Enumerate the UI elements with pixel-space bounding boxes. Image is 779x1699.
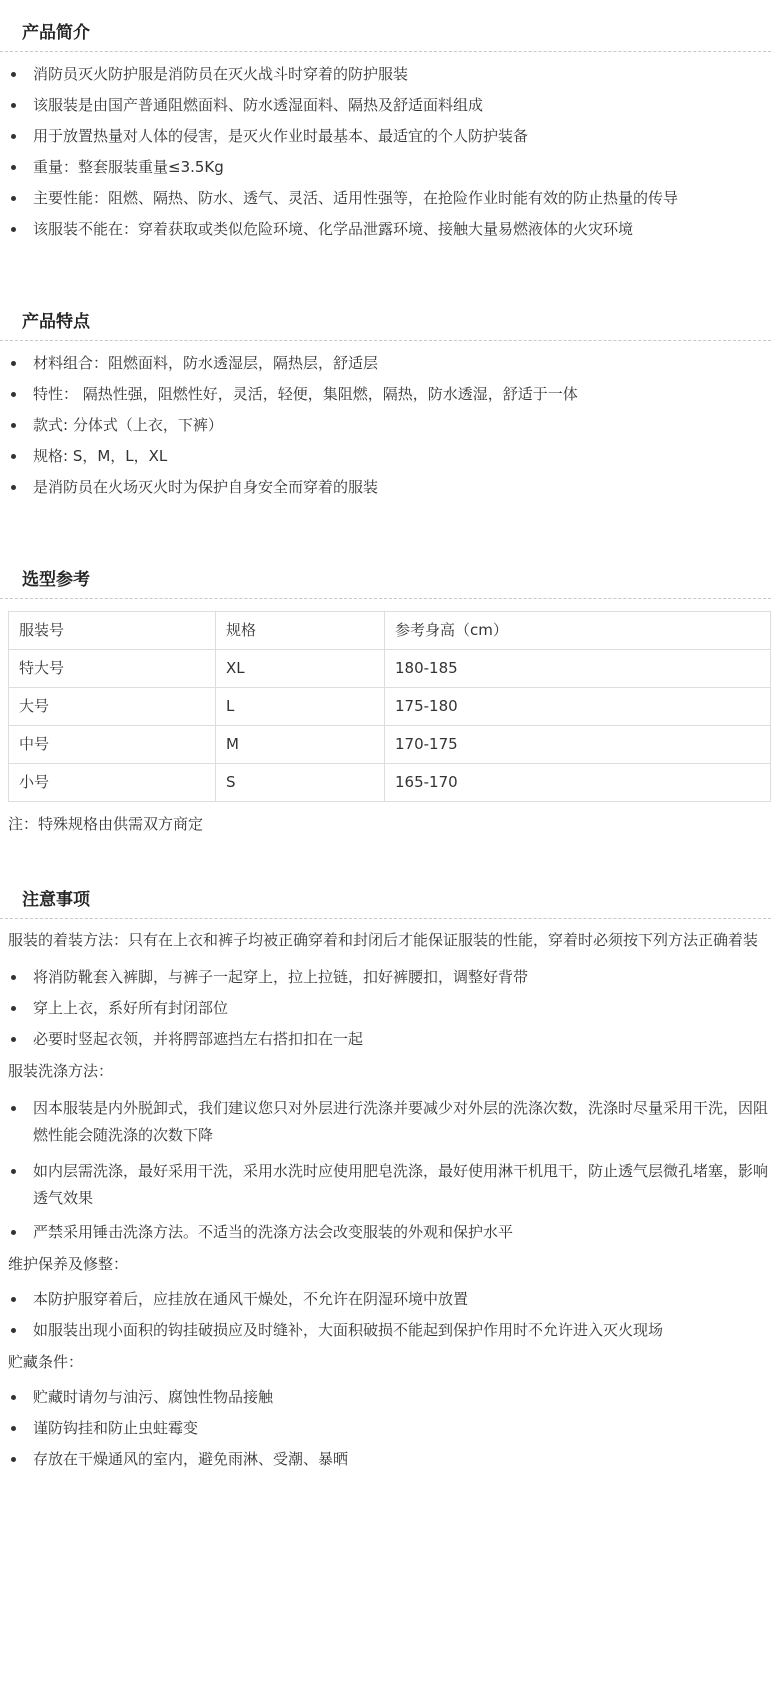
- wearing-intro: 服装的着装方法：只有在上衣和裤子均被正确穿着和封闭后才能保证服装的性能，穿着时必须按下列方法正确着装: [8, 931, 759, 949]
- table-row: [9, 764, 771, 802]
- table-header-row: [9, 612, 771, 650]
- list-item: 消防员灭火防护服是消防员在灭火战斗时穿着的防护服装: [0, 63, 779, 85]
- selection-section: [0, 498, 779, 838]
- list-item: 材料组合：阻燃面料，防水透湿层，隔热层，舒适层: [0, 352, 779, 374]
- table-cell: L: [216, 688, 385, 726]
- bullet-dot: [11, 454, 16, 459]
- list-item: 必要时竖起衣领，并将腭部遮挡左右搭扣扣在一起: [0, 1028, 779, 1050]
- list-item: 因本服装是内外脱卸式，我们建议您只对外层进行洗涤并要减少对外层的洗涤次数，洗涤时尽量采用干洗，因阻燃性能会随洗涤的次数下降: [0, 1095, 779, 1149]
- list-item: 款式: 分体式（上衣，下裤）: [0, 414, 779, 436]
- intro-list: [0, 63, 779, 240]
- size-table: [8, 611, 771, 802]
- bullet-dot: [11, 392, 16, 397]
- intro-section: [0, 0, 779, 240]
- storage-intro: 贮藏条件：: [8, 1353, 84, 1371]
- maintenance-intro: 维护保养及修整：: [8, 1255, 129, 1273]
- table-cell: M: [216, 726, 385, 764]
- bullet-dot: [11, 134, 16, 139]
- bullet-dot: [11, 1328, 16, 1333]
- notes-section: [0, 838, 779, 1470]
- bullet-dot: [11, 72, 16, 77]
- bullet-dot: [11, 227, 16, 232]
- bullet-dot: [11, 1297, 16, 1302]
- bullet-dot: [11, 1395, 16, 1400]
- list-item: 严禁采用锤击洗涤方法。不适当的洗涤方法会改变服装的外观和保护水平: [0, 1221, 779, 1243]
- selection-note: 注：特殊规格由供需双方商定: [8, 815, 204, 833]
- list-item: 本防护服穿着后，应挂放在通风干燥处，不允许在阴湿环境中放置: [0, 1288, 779, 1310]
- wearing-list: [0, 966, 779, 1050]
- bullet-dot: [11, 361, 16, 366]
- bullet-dot: [11, 1457, 16, 1462]
- intro-title: 产品简介: [0, 21, 771, 52]
- notes-title: 注意事项: [0, 888, 771, 919]
- bullet-dot: [11, 1230, 16, 1235]
- washing-list: [0, 1095, 779, 1243]
- list-item: 将消防靴套入裤脚，与裤子一起穿上，拉上拉链，扣好裤腰扣，调整好背带: [0, 966, 779, 988]
- list-item: 该服装不能在：穿着获取或类似危险环境、化学品泄露环境、接触大量易燃液体的火灾环境: [0, 218, 779, 240]
- storage-list: [0, 1386, 779, 1470]
- list-item: 如内层需洗涤，最好采用干洗，采用水洗时应使用肥皂洗涤，最好使用淋干机甩干，防止透气层微孔堵塞，影响透气效果: [0, 1158, 779, 1212]
- bullet-dot: [11, 1106, 16, 1111]
- bullet-dot: [11, 975, 16, 980]
- table-cell: 小号: [9, 764, 216, 802]
- features-title: 产品特点: [0, 310, 771, 341]
- table-cell: 大号: [9, 688, 216, 726]
- list-item: 是消防员在火场灭火时为保护自身安全而穿着的服装: [0, 476, 779, 498]
- list-item: 重量：整套服装重量≤3.5Kg: [0, 156, 779, 178]
- bullet-dot: [11, 1037, 16, 1042]
- table-cell: 特大号: [9, 650, 216, 688]
- washing-intro: 服装洗涤方法：: [8, 1062, 114, 1080]
- list-item: 主要性能：阻燃、隔热、防水、透气、灵活、适用性强等，在抢险作业时能有效的防止热量的传导: [0, 187, 779, 209]
- table-cell: 175-180: [385, 688, 771, 726]
- bullet-dot: [11, 196, 16, 201]
- header-cell-size-name: 服装号: [9, 612, 216, 650]
- selection-title: 选型参考: [0, 568, 771, 599]
- table-cell: S: [216, 764, 385, 802]
- bullet-dot: [11, 1169, 16, 1174]
- list-item: 如服装出现小面积的钩挂破损应及时缝补，大面积破损不能起到保护作用时不允许进入灭火现场: [0, 1319, 779, 1341]
- bullet-dot: [11, 1426, 16, 1431]
- bullet-dot: [11, 1006, 16, 1011]
- list-item: 特性： 隔热性强，阻燃性好，灵活，轻便，集阻燃，隔热，防水透湿，舒适于一体: [0, 383, 779, 405]
- header-cell-spec: 规格: [216, 612, 385, 650]
- table-cell: 中号: [9, 726, 216, 764]
- list-item: 穿上上衣，系好所有封闭部位: [0, 997, 779, 1019]
- maintenance-list: [0, 1288, 779, 1341]
- list-item: 贮藏时请勿与油污、腐蚀性物品接触: [0, 1386, 779, 1408]
- bullet-dot: [11, 165, 16, 170]
- bullet-dot: [11, 423, 16, 428]
- table-cell: 170-175: [385, 726, 771, 764]
- features-section: [0, 240, 779, 498]
- table-cell: 180-185: [385, 650, 771, 688]
- bullet-dot: [11, 103, 16, 108]
- features-list: [0, 352, 779, 498]
- table-cell: XL: [216, 650, 385, 688]
- list-item: 用于放置热量对人体的侵害，是灭火作业时最基本、最适宜的个人防护装备: [0, 125, 779, 147]
- header-cell-height: 参考身高（cm）: [385, 612, 771, 650]
- list-item: 规格: S，M，L，XL: [0, 445, 779, 467]
- list-item: 该服装是由国产普通阻燃面料、防水透湿面料、隔热及舒适面料组成: [0, 94, 779, 116]
- table-row: [9, 650, 771, 688]
- table-row: [9, 688, 771, 726]
- list-item: 存放在干燥通风的室内，避免雨淋、受潮、暴晒: [0, 1448, 779, 1470]
- list-item: 谨防钩挂和防止虫蛀霉变: [0, 1417, 779, 1439]
- bullet-dot: [11, 485, 16, 490]
- table-cell: 165-170: [385, 764, 771, 802]
- table-row: [9, 726, 771, 764]
